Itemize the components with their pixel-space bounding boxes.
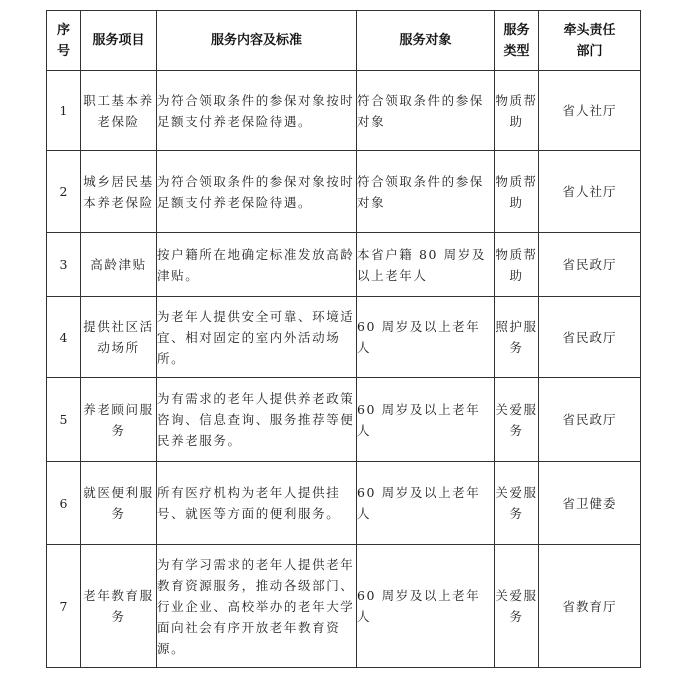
header-dept: 牵头责任部门: [539, 11, 641, 71]
row-dept: 省民政厅: [539, 378, 641, 462]
row-item: 高龄津贴: [81, 233, 157, 297]
header-no: 序号: [47, 11, 81, 71]
row-no: 1: [47, 71, 81, 151]
row-target: 60 周岁及以上老年人: [357, 378, 495, 462]
row-target: 60 周岁及以上老年人: [357, 545, 495, 668]
service-table: [46, 10, 641, 668]
row-content: 按户籍所在地确定标准发放高龄津贴。: [157, 233, 357, 297]
header-target: 服务对象: [357, 11, 495, 71]
row-content: 为有需求的老年人提供养老政策咨询、信息查询、服务推荐等便民养老服务。: [157, 378, 357, 462]
row-type: 关爱服务: [495, 462, 539, 545]
header-type: 服务类型: [495, 11, 539, 71]
row-dept: 省教育厅: [539, 545, 641, 668]
table-row: [47, 151, 641, 233]
row-target: 60 周岁及以上老年人: [357, 297, 495, 378]
row-item: 老年教育服务: [81, 545, 157, 668]
table-row: [47, 462, 641, 545]
table-row: [47, 297, 641, 378]
row-item: 城乡居民基本养老保险: [81, 151, 157, 233]
row-type: 照护服务: [495, 297, 539, 378]
row-dept: 省民政厅: [539, 233, 641, 297]
row-dept: 省人社厅: [539, 151, 641, 233]
row-type: 关爱服务: [495, 378, 539, 462]
row-no: 3: [47, 233, 81, 297]
row-no: 7: [47, 545, 81, 668]
row-content: 为符合领取条件的参保对象按时足额支付养老保险待遇。: [157, 151, 357, 233]
row-dept: 省民政厅: [539, 297, 641, 378]
row-content: 为符合领取条件的参保对象按时足额支付养老保险待遇。: [157, 71, 357, 151]
row-content: 为有学习需求的老年人提供老年教育资源服务，推动各级部门、行业企业、高校举办的老年大学面向社会有序开放老年教育资源。: [157, 545, 357, 668]
table-header-row: [47, 11, 641, 71]
table-row: [47, 378, 641, 462]
row-target: 符合领取条件的参保对象: [357, 71, 495, 151]
row-target: 本省户籍 80 周岁及以上老年人: [357, 233, 495, 297]
row-type: 关爱服务: [495, 545, 539, 668]
header-content: 服务内容及标准: [157, 11, 357, 71]
row-target: 60 周岁及以上老年人: [357, 462, 495, 545]
row-no: 2: [47, 151, 81, 233]
row-item: 提供社区活动场所: [81, 297, 157, 378]
row-dept: 省人社厅: [539, 71, 641, 151]
table-row: [47, 545, 641, 668]
row-content: 为老年人提供安全可靠、环境适宜、相对固定的室内外活动场所。: [157, 297, 357, 378]
row-target: 符合领取条件的参保对象: [357, 151, 495, 233]
row-no: 6: [47, 462, 81, 545]
row-content: 所有医疗机构为老年人提供挂号、就医等方面的便利服务。: [157, 462, 357, 545]
row-type: 物质帮助: [495, 71, 539, 151]
table-row: [47, 233, 641, 297]
row-item: 养老顾问服务: [81, 378, 157, 462]
row-no: 5: [47, 378, 81, 462]
row-item: 职工基本养老保险: [81, 71, 157, 151]
row-item: 就医便利服务: [81, 462, 157, 545]
table-row: [47, 71, 641, 151]
header-item: 服务项目: [81, 11, 157, 71]
row-dept: 省卫健委: [539, 462, 641, 545]
row-type: 物质帮助: [495, 233, 539, 297]
row-no: 4: [47, 297, 81, 378]
row-type: 物质帮助: [495, 151, 539, 233]
